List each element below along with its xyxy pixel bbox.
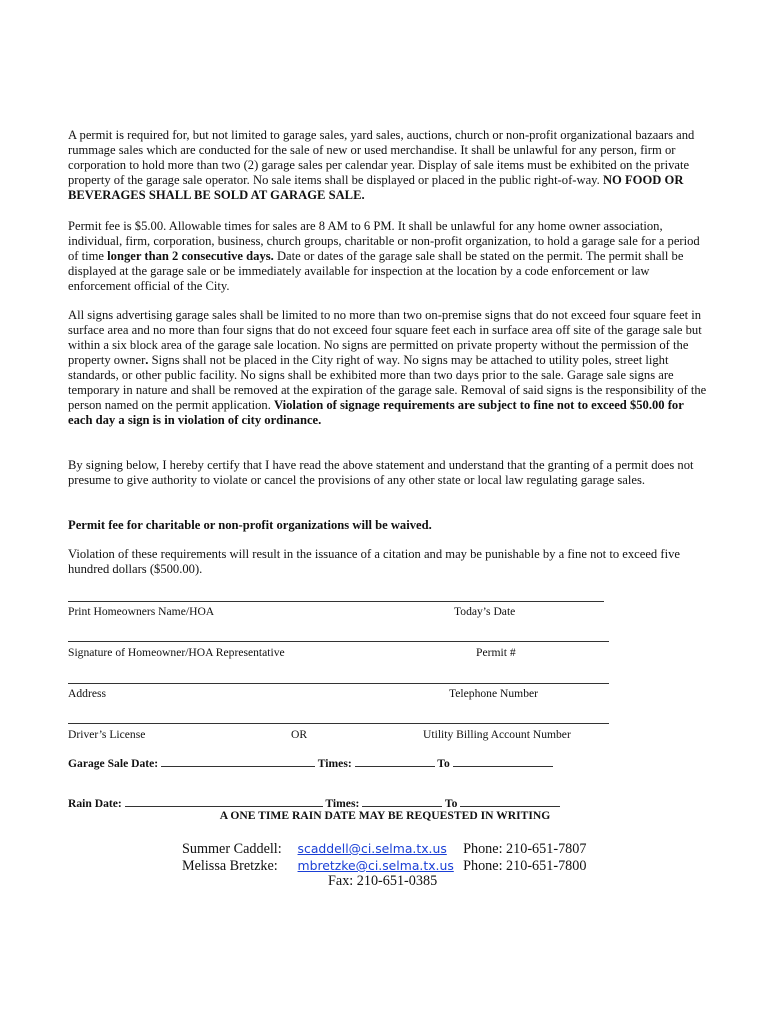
paragraph-text: A permit is required for, but not limited to garage sales, yard sales, auctions, church or non-profit organizational bazaars and rummage sales which are conducted for the sale of new or used merchandise. It shall be unlawful for any person, firm or corporation to hold more than two (2) garage sales per calendar year. Display of sale items must be exhibited on the private property of the garage sale operator. No sale items shall be displayed or placed in the public right-of-way. (68, 128, 695, 187)
paragraph-text: All signs advertising garage sales shall be limited to no more than two on-premise signs that do not exceed four square feet in surface area and no more than four signs that do not exceed four square feet each in surface area off site of the garage sale but within a six block area of the garage sale location. No signs are permitted on private property without the permission of the property owner (68, 308, 702, 367)
garage-sale-date-row (68, 756, 553, 771)
contact-name: Summer Caddell: (182, 841, 282, 857)
license-account-line[interactable] (68, 723, 609, 724)
paragraph-text: Signs shall not be placed in the City right of way. No signs may be attached to utility poles, street light standards, or other public facility. No signs shall be exhibited more than two days prior to the sale. Garage sale signs are temporary in nature and shall be removed at the expiration of the garage sale. Removal of said signs is the responsibility of the person named on the permit application. (68, 353, 707, 412)
contact-email-link[interactable]: mbretzke@ci.selma.tx.us (297, 858, 454, 873)
consecutive-days-emphasis: longer than 2 consecutive days. (107, 249, 274, 263)
signature-label: Signature of Homeowner/HOA Representative (68, 646, 285, 659)
garage-sale-to-field[interactable] (453, 756, 553, 767)
paragraph-certification: By signing below, I hereby certify that I have read the above statement and understand that the granting of a permit does not presume to give authority to violate or cancel the provisions of any other state or local law regulating garage sales. (68, 458, 694, 487)
or-label: OR (291, 728, 308, 741)
garage-sale-times-field[interactable] (355, 756, 435, 767)
todays-date-label: Today’s Date (454, 605, 516, 618)
telephone-label: Telephone Number (449, 687, 539, 700)
contact-name: Melissa Bretzke: (182, 858, 278, 874)
print-name-label: Print Homeowners Name/HOA (68, 605, 215, 618)
contact-phone: Phone: 210-651-7800 (463, 858, 587, 874)
rain-times-field[interactable] (362, 796, 442, 807)
paragraph-text: Permit fee is $5.00. Allowable times for sales are 8 AM to 6 PM. It shall be unlawful for any home owner association, individual, firm, corporation, business, church groups, charitable or non-profit organization, to hold a garage sale for a period of time (68, 219, 700, 263)
permit-number-label: Permit # (476, 646, 516, 659)
address-telephone-line[interactable] (68, 683, 609, 684)
rain-date-notice: A ONE TIME RAIN DATE MAY BE REQUESTED IN WRITING (219, 809, 551, 822)
no-food-warning: NO FOOD OR BEVERAGES SHALL BE SOLD AT GARAGE SALE. (68, 173, 684, 202)
drivers-license-label: Driver’s License (68, 728, 146, 741)
bold-period: . (145, 353, 149, 367)
paragraph-permit-requirements (68, 128, 708, 203)
times-label: Times: (317, 757, 352, 770)
rain-to-field[interactable] (460, 796, 560, 807)
contact-summer-caddell (182, 840, 586, 858)
paragraph-citation-warning: Violation of these requirements will result in the issuance of a citation and may be punishable by a fine not to exceed five hundred dollars ($500.00). (68, 547, 680, 576)
paragraph-signs (68, 308, 708, 428)
to-label: To (444, 797, 458, 810)
fax-number: Fax: 210-651-0385 (328, 873, 438, 889)
contact-phone: Phone: 210-651-7807 (463, 841, 587, 857)
garage-sale-date-field[interactable] (161, 756, 315, 767)
name-date-signature-line[interactable] (68, 601, 604, 602)
address-label: Address (68, 687, 106, 700)
utility-account-label: Utility Billing Account Number (423, 728, 571, 741)
signage-violation-warning: Violation of signage requirements are subject to fine not to exceed $50.00 for each day a sign is in violation of city ordinance. (68, 398, 684, 427)
paragraph-permit-fee (68, 219, 708, 294)
paragraph-text: Date or dates of the garage sale shall be stated on the permit. The permit shall be displayed at the garage sale or be immediately available for inspection at the location by a code enforcement or law enforcement official of the City. (68, 249, 684, 293)
to-label: To (437, 757, 450, 770)
paragraph-fee-waiver: Permit fee for charitable or non-profit organizations will be waived. (68, 518, 432, 532)
contact-email-link[interactable]: scaddell@ci.selma.tx.us (297, 841, 447, 856)
times-label: Times: (325, 797, 360, 810)
signature-permit-line[interactable] (68, 641, 609, 642)
rain-date-label: Rain Date: (68, 797, 122, 810)
rain-date-field[interactable] (125, 796, 323, 807)
garage-sale-date-label: Garage Sale Date: (68, 757, 159, 770)
